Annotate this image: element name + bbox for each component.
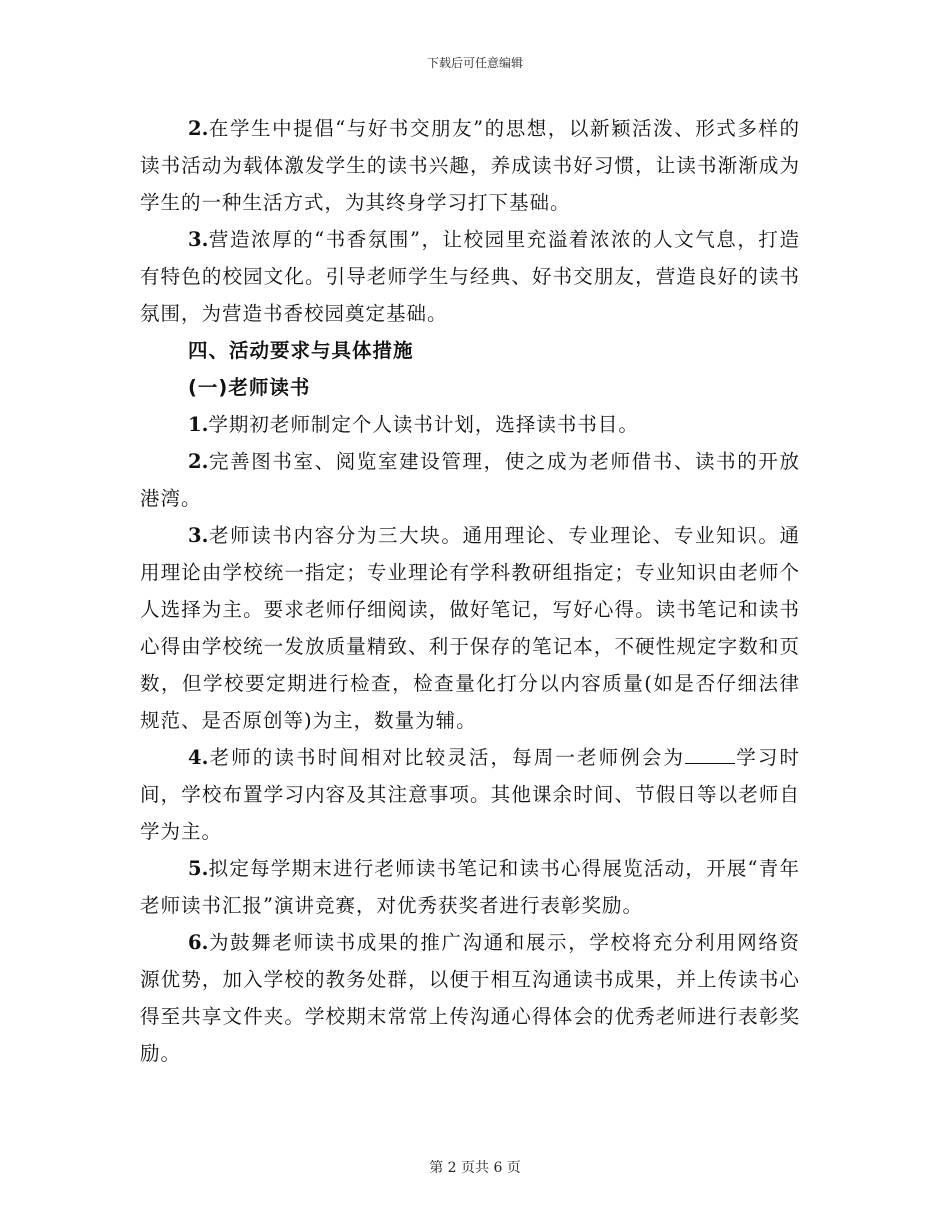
section-heading: 四、活动要求与具体措施 <box>188 339 414 362</box>
paragraph-text: 学期初老师制定个人读书计划，选择读书书目。 <box>208 413 639 436</box>
paragraph-measure-4 <box>140 739 800 850</box>
item-number: 4. <box>188 746 209 769</box>
paragraph-text: 为鼓舞老师读书成果的推广沟通和展示，学校将充分利用网络资源优势，加入学校的教务处群，以便于相互沟通读书成果，并上传读书心得至共享文件夹。学校期末常常上传沟通心得体会的优秀老师进行表彰奖励。 <box>140 931 800 1065</box>
paragraph-text: 完善图书室、阅览室建设管理，使之成为老师借书、读书的开放港湾。 <box>140 450 800 510</box>
subsection-heading: (一)老师读书 <box>188 376 311 399</box>
paragraph-text: 营造浓厚的“书香氛围”，让校园里充溢着浓浓的人文气息，打造有特色的校园文化。引导老师学生与经典、好书交朋友，营造良好的读书氛围，为营造书香校园奠定基础。 <box>140 228 800 325</box>
item-number: 5. <box>188 857 209 880</box>
paragraph-text: 拟定每学期末进行老师读书笔记和读书心得展览活动，开展“青年老师读书汇报”演讲竞赛，对优秀获奖者进行表彰奖励。 <box>140 857 800 917</box>
item-number: 1. <box>188 413 209 436</box>
paragraph-text: 老师读书内容分为三大块。通用理论、专业理论、专业知识。通用理论由学校统一指定；专业理论有学科教研组指定；专业知识由老师个人选择为主。要求老师仔细阅读，做好笔记，写好心得。读书笔记和读书心得由学校统一发放质量精致、利于保存的笔记本，不硬性规定字数和页数，但学校要定期进行检查，检查量化打分以内容质量(如是否仔细法律规范、是否原创等)为主，数量为辅。 <box>140 524 800 732</box>
paragraph-measure-3 <box>140 517 800 739</box>
paragraph-goal-2 <box>140 110 800 221</box>
item-number: 3. <box>188 228 209 251</box>
paragraph-text: 在学生中提倡“与好书交朋友”的思想，以新颖活泼、形式多样的读书活动为载体激发学生的读书兴趣，养成读书好习惯，让读书渐渐成为学生的一种生活方式，为其终身学习打下基础。 <box>140 117 800 214</box>
page-header: 下载后可任意编辑 <box>426 56 523 70</box>
paragraph-text: 学习时间，学校布置学习内容及其注意事项。其他课余时间、节假日等以老师自学为主。 <box>140 746 800 843</box>
paragraph-measure-2 <box>140 443 800 517</box>
item-number: 2. <box>188 117 209 140</box>
paragraph-measure-5 <box>140 850 800 924</box>
item-number: 2. <box>188 450 209 473</box>
fill-in-blank <box>685 745 735 764</box>
item-number: 3. <box>188 524 209 547</box>
document-body <box>140 110 800 1072</box>
paragraph-measure-6 <box>140 924 800 1072</box>
paragraph-goal-3 <box>140 221 800 332</box>
item-number: 6. <box>188 931 209 954</box>
page-footer: 第 2 页共 6 页 <box>429 1160 521 1176</box>
paragraph-measure-1 <box>140 406 800 443</box>
paragraph-text: 老师的读书时间相对比较灵活，每周一老师例会为 <box>208 746 686 769</box>
